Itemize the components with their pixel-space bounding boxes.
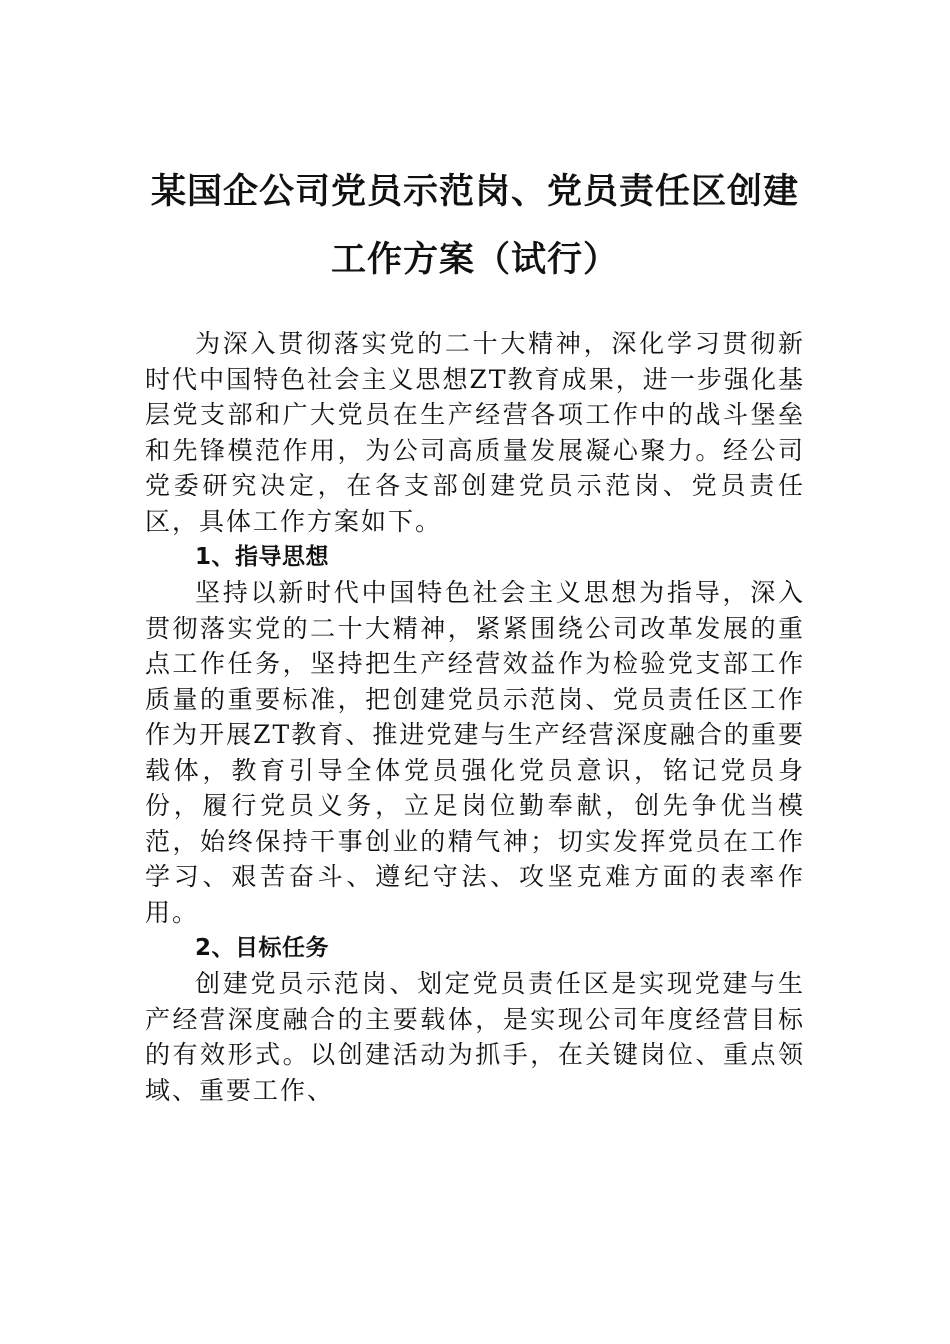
intro-paragraph: 为深入贯彻落实党的二十大精神，深化学习贯彻新时代中国特色社会主义思想ZT教育成果，进一步强化基层党支部和广大党员在生产经营各项工作中的战斗堡垒和先锋模范作用，为公司高质量发展凝心聚力。经公司党委研究决定，在各支部创建党员示范岗、党员责任区，具体工作方案如下。: [145, 329, 805, 536]
section-heading-targets: 2、目标任务: [195, 935, 330, 961]
section-paragraph-targets: 创建党员示范岗、划定党员责任区是实现党建与生产经营深度融合的主要载体，是实现公司年度经营目标的有效形式。以创建活动为抓手，在关键岗位、重点领域、重要工作、: [145, 969, 805, 1105]
title-line-2: 工作方案（试行）: [330, 240, 619, 280]
document-title: [120, 158, 830, 294]
title-line-1: 某国企公司党员示范岗、党员责任区创建: [150, 172, 799, 212]
section-paragraph-guiding-thought: 坚持以新时代中国特色社会主义思想为指导，深入贯彻落实党的二十大精神，紧紧围绕公司改革发展的重点工作任务，坚持把生产经营效益作为检验党支部工作质量的重要标准，把创建党员示范岗、党员责任区工作作为开展ZT教育、推进党建与生产经营深度融合的重要载体，教育引导全体党员强化党员意识，铭记党员身份，履行党员义务，立足岗位勤奉献，创先争优当模范，始终保持干事创业的精气神；切实发挥党员在工作学习、艰苦奋斗、遵纪守法、攻坚克难方面的表率作用。: [145, 578, 805, 927]
document-body: [145, 326, 805, 1108]
section-heading-guiding-thought: 1、指导思想: [195, 544, 330, 570]
